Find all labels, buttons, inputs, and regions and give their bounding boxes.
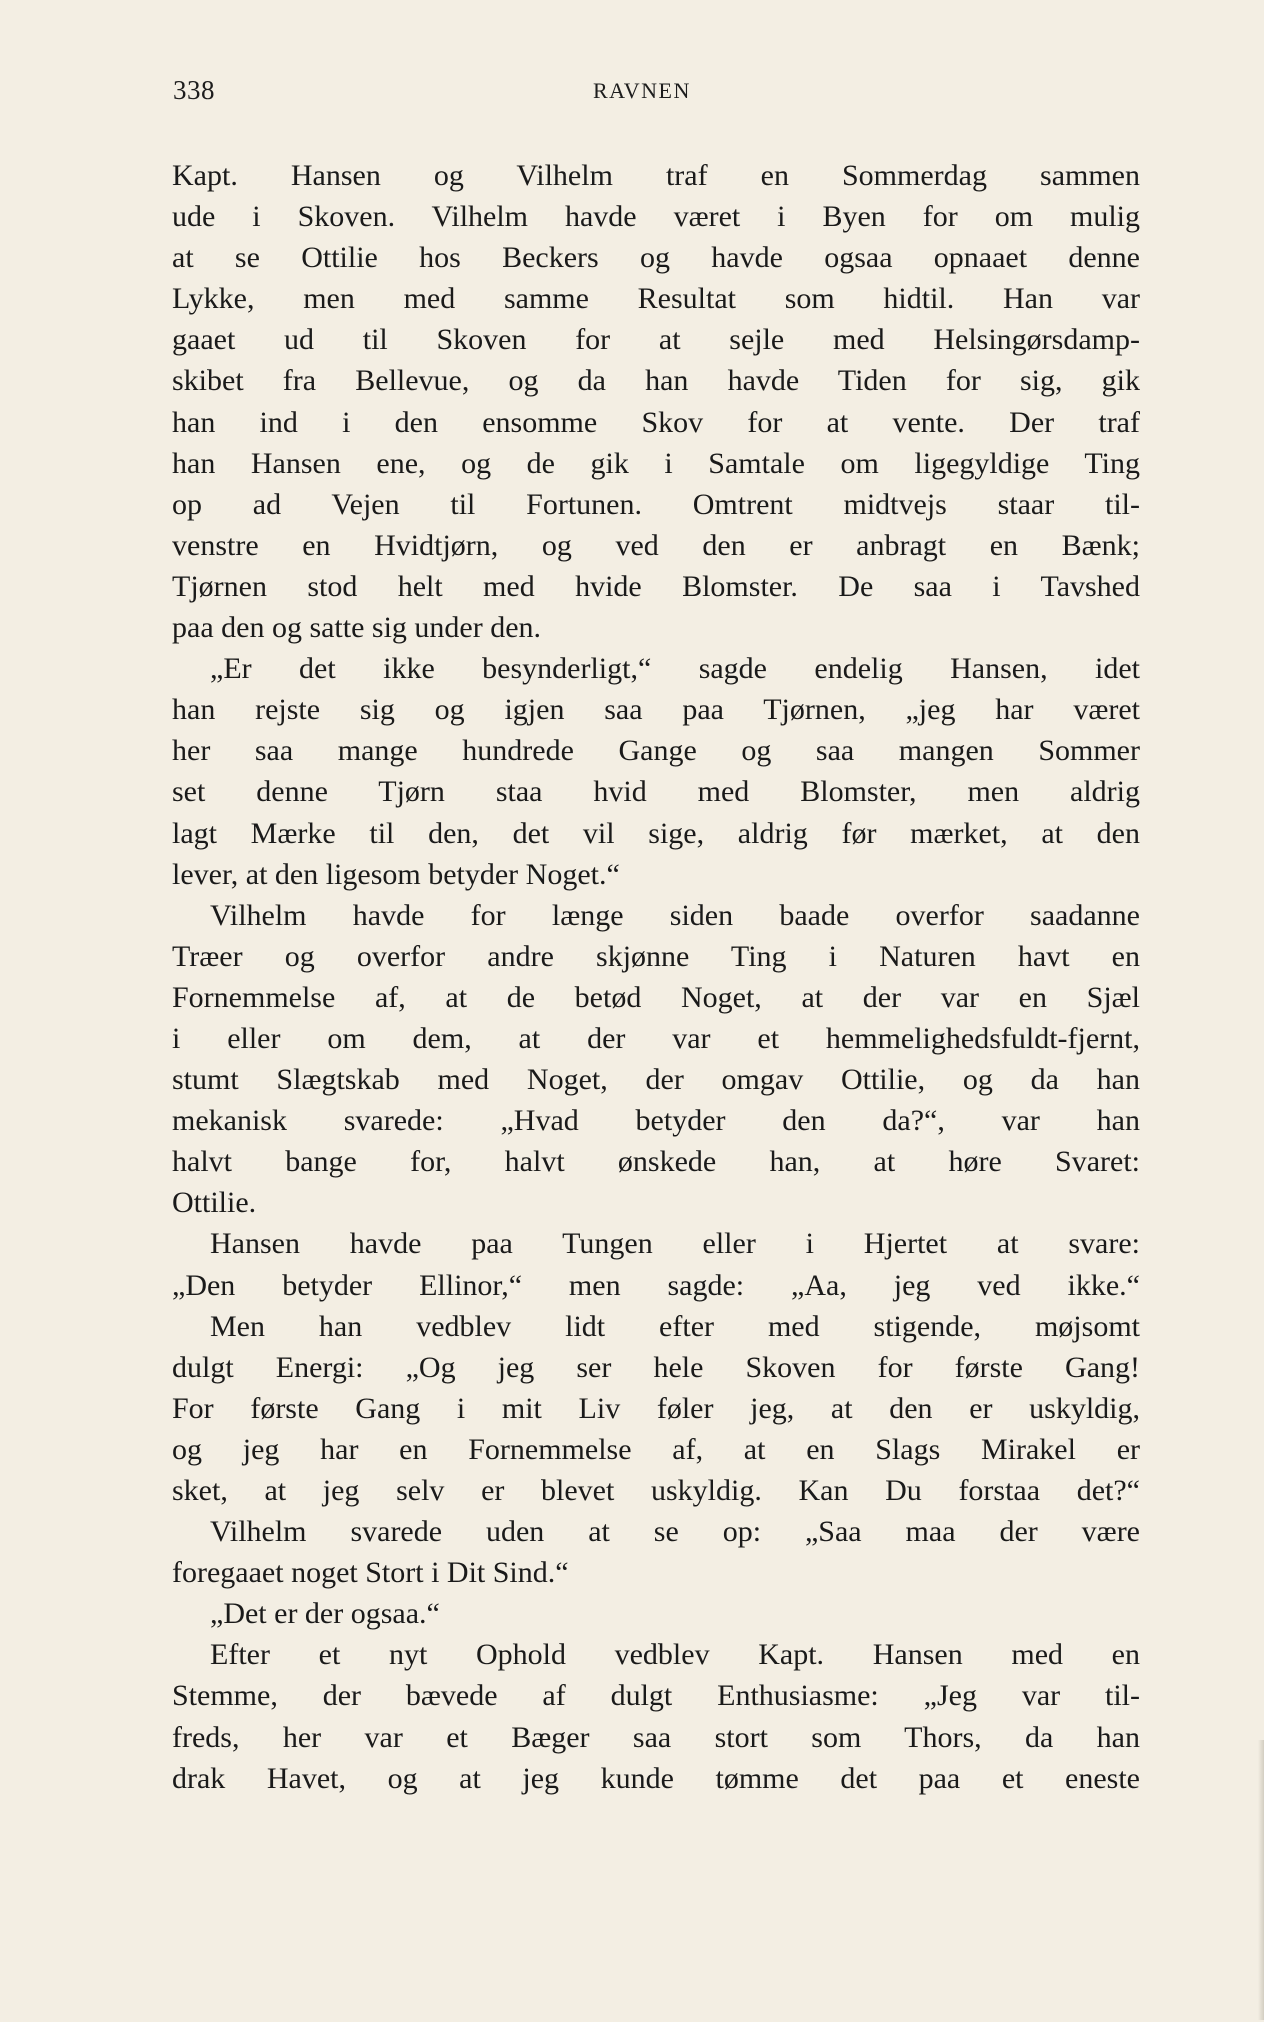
text-line: Vilhelm havde for længe siden baade overfor saadanne — [210, 898, 1140, 932]
text-line: skibet fra Bellevue, og da han havde Tiden for sig, gik — [172, 364, 1140, 398]
body-text — [172, 155, 1140, 1799]
text-line: Men han vedblev lidt efter med stigende, møjsomt — [210, 1309, 1140, 1343]
text-line: han Hansen ene, og de gik i Samtale om ligegyldige Ting — [172, 446, 1140, 480]
text-line: at se Ottilie hos Beckers og havde ogsaa opnaaet denne — [172, 241, 1140, 275]
text-line: mekanisk svarede: „Hvad betyder den da?“, var han — [172, 1104, 1140, 1138]
text-line: lever, at den ligesom betyder Noget.“ — [172, 857, 620, 891]
text-line: Kapt. Hansen og Vilhelm traf en Sommerdag sammen — [172, 159, 1140, 192]
text-line: set denne Tjørn staa hvid med Blomster, men aldrig — [172, 775, 1140, 809]
text-line: For første Gang i mit Liv føler jeg, at den er uskyldig, — [172, 1391, 1140, 1425]
text-line: dulgt Energi: „Og jeg ser hele Skoven for første Gang! — [172, 1350, 1140, 1384]
text-line: gaaet ud til Skoven for at sejle med Helsingørsdamp- — [172, 323, 1140, 357]
text-line: lagt Mærke til den, det vil sige, aldrig før mærket, at den — [172, 816, 1140, 850]
text-line: han rejste sig og igjen saa paa Tjørnen, „jeg har været — [172, 693, 1140, 727]
text-line: Fornemmelse af, at de betød Noget, at der var en Sjæl — [172, 980, 1140, 1014]
text-line: ude i Skoven. Vilhelm havde været i Byen for om mulig — [172, 200, 1140, 234]
text-line: Tjørnen stod helt med hvide Blomster. De saa i Tavshed — [172, 569, 1140, 603]
text-line: „Er det ikke besynderligt,“ sagde endelig Hansen, idet — [210, 652, 1140, 686]
text-line: venstre en Hvidtjørn, og ved den er anbragt en Bænk; — [172, 528, 1140, 562]
text-line: han ind i den ensomme Skov for at vente. Der traf — [172, 405, 1140, 439]
text-line: Vilhelm svarede uden at se op: „Saa maa der være — [210, 1515, 1140, 1549]
text-line: Stemme, der bævede af dulgt Enthusiasme: „Jeg var til- — [172, 1679, 1140, 1713]
text-line: halvt bange for, halvt ønskede han, at høre Svaret: — [172, 1145, 1140, 1179]
text-line: Efter et nyt Ophold vedblev Kapt. Hansen med en — [210, 1638, 1140, 1672]
text-line: Lykke, men med samme Resultat som hidtil. Han var — [172, 282, 1140, 316]
text-line: paa den og satte sig under den. — [172, 611, 542, 645]
running-head — [173, 75, 1138, 115]
text-line: foregaaet noget Stort i Dit Sind.“ — [172, 1556, 569, 1590]
text-line: i eller om dem, at der var et hemmelighedsfuldt-fjernt, — [172, 1021, 1140, 1055]
text-line: og jeg har en Fornemmelse af, at en Slags Mirakel er — [172, 1432, 1140, 1466]
running-title: RAVNEN — [593, 78, 691, 103]
text-line: freds, her var et Bæger saa stort som Thors, da han — [172, 1720, 1140, 1754]
text-line: Hansen havde paa Tungen eller i Hjertet at svare: — [210, 1227, 1140, 1261]
text-line: op ad Vejen til Fortunen. Omtrent midtvejs staar til- — [172, 487, 1140, 521]
text-line: drak Havet, og at jeg kunde tømme det paa et eneste — [172, 1761, 1140, 1795]
page-edge-shadow — [1258, 1740, 1264, 2020]
text-line: her saa mange hundrede Gange og saa mangen Sommer — [172, 734, 1140, 768]
text-line: „Det er der ogsaa.“ — [210, 1597, 440, 1631]
text-line: Ottilie. — [172, 1186, 257, 1220]
text-line: „Den betyder Ellinor,“ men sagde: „Aa, jeg ved ikke.“ — [172, 1268, 1140, 1302]
text-line: Træer og overfor andre skjønne Ting i Naturen havt en — [172, 939, 1140, 973]
text-line: stumt Slægtskab med Noget, der omgav Ottilie, og da han — [172, 1063, 1140, 1097]
text-line: sket, at jeg selv er blevet uskyldig. Kan Du forstaa det?“ — [172, 1474, 1140, 1507]
page-number: 338 — [173, 75, 215, 105]
